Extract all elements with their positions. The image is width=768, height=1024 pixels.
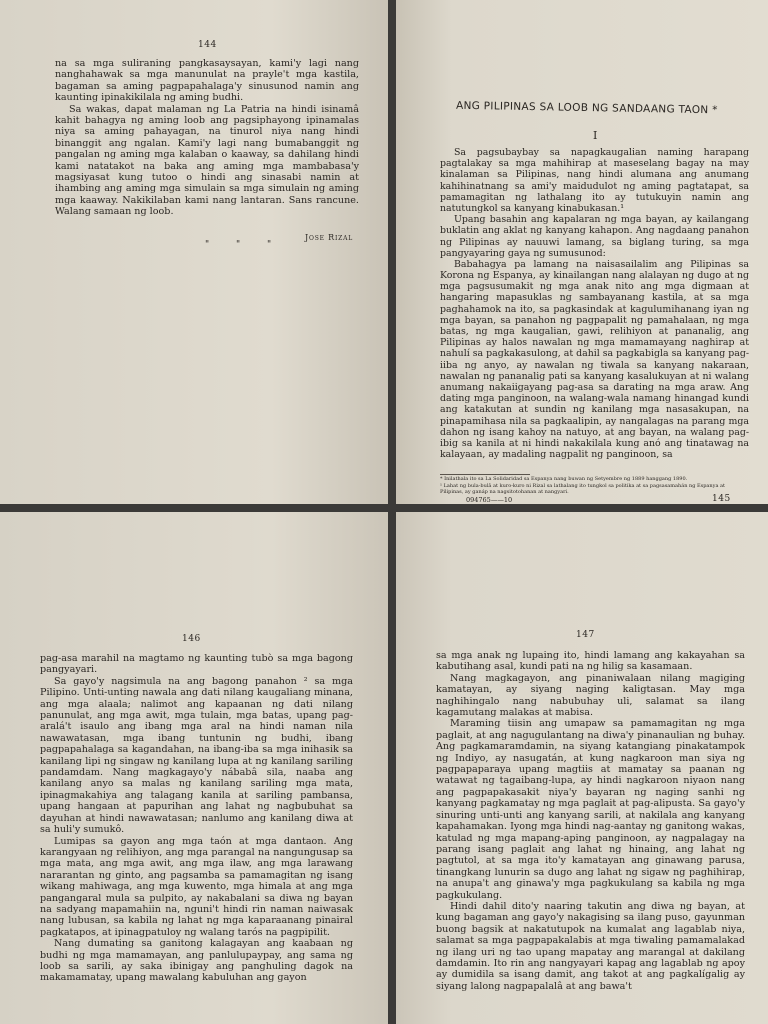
page-145 [396,0,768,504]
page-number: 147 [576,630,595,640]
paragraph: sa mga anak ng lupaing ito, hindi lamang ang kakayahan sa kabutihang asal, kundi pati na ng hilig sa kasamaan. [436,650,745,673]
footnotes [440,476,749,496]
page-body [40,653,353,984]
paragraph: Nang dumating sa ganitong kalagayan ang kaabaan ng budhi ng mga mamamayan, ang panlulupaypay, ang sama ng loob sa sarili, ay saka ibinigay ang panghuling dagok na makamamatay, upang mawalang kabuluhan ang gayon [40,938,353,984]
page-number: 144 [198,40,217,50]
paragraph: Maraming tiisin ang umapaw sa pamamagitan ng mga paglait, at ang nagugulantang na diwa'y pinanaulian ng buhay. Ang pagkamaramdamin, na siyang katangiang pinakatampok ng Indiyo, ay nasugatán, at kung nagkaroon man siya ng pagpapaparaya upang magtiis at mamatay sa paanan ng watawat ng tagaibang-lupa, ay hindi nagkaroon niyaon nang ang pagpapakasakit niya'y bayaran ng naging sanhi ng kanyang pagkamatay ng mga paglait at pag-alipusta. Sa gayo'y sinuring unti-unti ang kanyang sarili, at nakilala ang kanyang kapahamakan. Iyong mga hindi nag-aantay ng ganitong wakas, katulad ng mga mapang-aping panginoon, ay nagpalagay na parang isang paglait ang lahat ng hinaing, ang lahat ng pagtutol, at sa mga ito'y kamatayan ang ginawang parusa, tinangkang lunurin sa dugo ang lahat ng sigaw ng paghihirap, na anupa't ang ginawa'y mga pagkukulang sa kabila ng mga pagkukulang. [436,718,745,901]
footnote-rule [440,474,530,475]
page-number: 145 [712,494,731,504]
paragraph: Sa pagsubaybay sa napagkaugalian naming harapang pagtalakay sa mga mahihirap at maseselang bagay na may kinalaman sa Pilipinas, nang hindi alumana ang anumang kahihinatnang sa ami'y maidudulot ng aming pagtatapat, sa pamamagitan ng lathalang ito ay tutukuyin namin ang natutungkol sa kanyang kinabukasan.¹ [440,147,749,214]
paragraph: Lumipas sa gayon ang mga taón at mga dantaon. Ang karangyaan ng relihiyon, ang mga parangal na nangungusap sa mga mata, ang mga awit, ang mga ilaw, ang mga larawang nararantan ng ginto, ang pagsamba sa pamamagitan ng isang wikang mahiwaga, ang mga kuwento, mga himala at ang mga pangangaral mula sa pulpito, ay nakabalani sa diwa ng bayan na sadyang mapamahiin na, nguni't hindi rin naman naiwasak nang lubusan, sa kabila ng lahat ng mga kaparaanang pinairal pagkatapos, at ipinagpatuloy ng walang tarós na pagpipilit. [40,835,353,938]
paragraph: pag-asa marahil na magtamo ng kaunting tubò sa mga bagong pangyayari. [40,653,353,676]
chapter-title: ANG PILIPINAS SA LOOB NG SANDAANG TAON * [455,99,718,117]
footnote: * Inilathala ito sa La Solidaridad sa Espanya nang buwan ng Setyembre ng 1889 hanggang 1890. [440,476,688,482]
footnote: ¹ Lahat ng bula-bulâ at kuro-kuro ni Rizal sa lathalang ito tungkol sa politika at sa pagsasamahán ng Espanya at Pilipinas, ay ganáp na nagsitotohanan at nangyari. [440,483,726,496]
page-147 [396,512,768,1024]
paragraph: Nang magkagayon, ang pinaniwalaan nilang magiging kamatayan, ay siyang naging kaligtasan. May mga naghihingalo nang nabubuhay uli, salamat sa ilang kagamutang malakas at mabisa. [436,672,745,719]
page-body [436,650,745,992]
paragraph: Sa gayo'y nagsimula na ang bagong panahon ² sa mga Pilipino. Unti-unting nawala ang dati nilang kaugaliang minana, ang mga alaala; nalimot ang kapaanan ng dati nilang panunulat, ang mga awit, mga tulain, mga batas, upang pag-aralá't isaulo ang ibang mga aral na hindi naman nila nawawatasan, mga ibang tuntunin ng budhi, ibang pagpapahalaga sa kagandahan, na ibang-iba sa mga inihasik sa kanilang lipi ng singaw ng kanilang lupa at ng kanilang sariling pandamdam. Nang magkagayo'y nábabâ sila, naaba ang kanilang anyo sa malas ng kanilang sariling mga mata, ipinagmakahiya ang talagang kanila at sariling pambansa, upang hangaan at papurihan ang lahat ng nagbubuhat sa dayuhan at hindi nawawatasan; nanlumo ang kanilang diwa at sa huli'y sumukô. [40,675,353,836]
section-number: I [593,129,598,142]
paragraph: Hindi dahil dito'y naaring takutin ang diwa ng bayan, at kung bagaman ang gayo'y nakagising sa ilang puso, gayunman buong bagsik at nakatutupok na kumalat ang lagablab niya, salamat sa mga pagpapakalabis at mga tiwaling pamamalakad ng ilang uri ng tao upang mapatay ang marangal at dakilang damdamin. Ito rin ang nangyayari kapag ang lagablab ng apoy ay dumidila sa isang damit, ang takot at ang pagkalígalig ay siyang lalong nagpapalalâ at ang bawa't [436,900,745,992]
paragraph: Babahagya pa lamang na naisasailalim ang Pilipinas sa Korona ng Espanya, ay kinailangan nang alalayan ng dugo at ng mga pagsusumakit ng mga anak nito ang mga digmaan at hangaring mapasuklas ng sambayanang kastila, at sa mga paghahamok na ito, sa pagkasindak at kagulumihanang iyan ng mga bayan, sa panahon ng pagpapalit ng pamahalaan, ng mga batas, ng mga kaugalian, gawi, relihiyon at pananalig, ang Pilipinas ay halos nawalan ng mga mamamayang naghirap at nahulí sa pagkakasulong, at dahil sa pagkabigla sa kanyang pag-iiba ng anyo, ay nawalan ng tiwala sa kanyang nakaraan, nawalan ng pananalig pati sa kanyang kasalukuyan at ni walang anumang nakaiigayang pag-asa sa darating na mga araw. Ang dating mga panginoon, na walang-wala namang hinangad kundi ang katakutan at sundin ng kanilang mga nasasakupan, na pinapamihasa nila sa pagkaalipin, ay nangalagas na parang mga dahon ng isang kahoy na natuyo, at ang bayan, na walang pag-ibig sa kanila at ni hindi nakakilala kung anó ang tinatawag na kalayaan, ay madaling nagpalit ng panginoon, sa [440,258,749,461]
signature: Jose Rizal [305,233,354,242]
paragraph: Sa wakas, dapat malaman ng La Patria na hindi isinamâ kahit bahagya ng aming loob ang pagsiphayong ipinamalas niya sa aming pahayagan, na tinurol niya nang hindi binanggit ang ngalan. Kami'y lagi nang bumabanggit ng pangalan ng aming mga kalaban o kaaway, sa dahilang hindi kami natatakot na baka ang aming mga mambabasa'y magsiyasat kung tutoo o hindi ang sinasabi namin at ihambing ang aming mga simulain sa mga simulain ng aming mga kaaway. Nakikilaban kami nang lantaran. Sans rancune. Walang samaan ng loob. [55,103,359,218]
section-dots: " " " [205,240,284,250]
paragraph: Upang basahin ang kapalaran ng mga bayan, ay kailangang buklatin ang aklat ng kanyang kahapon. Ang nagdaang panahon ng Pilipinas ay nauuwi lamang, sa biglang turing, sa mga pangyayaring gaya ng sumusunod: [440,214,749,259]
print-code: 094765——10 [466,496,513,504]
page-number: 146 [182,634,201,644]
page-body [55,58,359,218]
page-144 [0,0,388,504]
page-146 [0,512,388,1024]
page-body [440,147,749,460]
paragraph: na sa mga suliraning pangkasaysayan, kami'y lagi nang nanghahawak sa mga manunulat na prayle't mga kastila, bagaman sa aming pagpapahalaga'y sinusunod namin ang kaunting ipinakikilala ng aming budhi. [55,58,359,104]
